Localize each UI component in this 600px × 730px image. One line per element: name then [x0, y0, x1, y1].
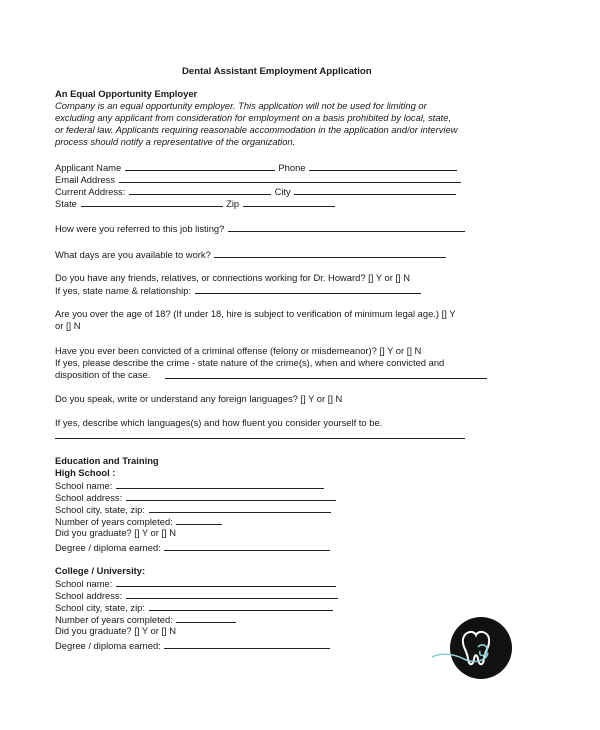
document-title: Dental Assistant Employment Application — [182, 66, 372, 77]
col-name-field[interactable] — [116, 577, 336, 587]
phone-label: Phone — [278, 162, 306, 173]
col-degree-row — [55, 639, 331, 652]
friends-question: Do you have any friends, relatives, or connections working for Dr. Howard? [] Y or [] N — [55, 272, 411, 283]
languages-question: Do you speak, write or understand any foreign languages? [] Y or [] N — [55, 393, 343, 404]
col-city-field[interactable] — [149, 601, 333, 611]
days-field[interactable] — [214, 248, 446, 258]
friends-detail-row — [55, 284, 422, 297]
hs-degree-field[interactable] — [164, 541, 330, 551]
col-degree-label: Degree / diploma earned: — [55, 640, 161, 651]
col-address-field[interactable] — [126, 589, 338, 599]
address-label: Current Address: — [55, 186, 126, 197]
hs-degree-label: Degree / diploma earned: — [55, 542, 161, 553]
applicant-name-field[interactable] — [125, 161, 275, 171]
referred-question: How were you referred to this job listing? — [55, 223, 225, 234]
convicted-line-1: Have you ever been convicted of a criminal offense (felony or misdemeanor)? [] Y or [] N — [55, 345, 422, 356]
hs-graduate: Did you graduate? [] Y or [] N — [55, 527, 177, 538]
hs-years-label: Number of years completed: — [55, 516, 173, 527]
col-city-label: School city, state, zip: — [55, 602, 145, 613]
col-name-label: School name: — [55, 578, 113, 589]
friends-detail-field[interactable] — [195, 284, 421, 294]
city-field[interactable] — [294, 185, 456, 195]
friends-detail-label: If yes, state name & relationship: — [55, 285, 192, 296]
zip-label: Zip — [226, 198, 240, 209]
referred-field[interactable] — [228, 222, 465, 232]
languages-field[interactable] — [55, 438, 465, 439]
state-field[interactable] — [81, 197, 223, 207]
days-question: What days are you available to work? — [55, 249, 211, 260]
high-school-heading: High School : — [55, 467, 116, 478]
hs-city-field[interactable] — [149, 503, 331, 513]
education-heading: Education and Training — [55, 455, 159, 466]
col-degree-field[interactable] — [164, 639, 330, 649]
tooth-icon — [430, 617, 520, 683]
hs-name-field[interactable] — [116, 479, 324, 489]
eoe-line-2: excluding any applicant from consideration for employment on a basis prohibited by local, state, — [55, 112, 452, 123]
applicant-name-label: Applicant Name — [55, 162, 122, 173]
referred-row — [55, 222, 466, 235]
col-graduate: Did you graduate? [] Y or [] N — [55, 625, 177, 636]
hs-address-field[interactable] — [126, 491, 336, 501]
convicted-line-2: If yes, please describe the crime - state nature of the crime(s), when and where convicted and — [55, 357, 445, 368]
hs-degree-row — [55, 541, 331, 554]
state-label: State — [55, 198, 77, 209]
languages-detail: If yes, describe which languages(s) and how fluent you consider yourself to be. — [55, 417, 383, 428]
state-row — [55, 197, 336, 210]
days-row — [55, 248, 447, 261]
convicted-line-3: disposition of the case. — [55, 369, 151, 380]
eoe-line-3: or federal law. Applicants requiring reasonable accommodation in the application and/or interview — [55, 124, 458, 135]
hs-city-label: School city, state, zip: — [55, 504, 145, 515]
age-question-line-1: Are you over the age of 18? (If under 18, hire is subject to verification of minimum legal age.) [] Y — [55, 308, 456, 319]
eoe-line-1: Company is an equal opportunity employer. This application will not be used for limiting or — [55, 100, 427, 111]
address-field[interactable] — [129, 185, 271, 195]
email-label: Email Address — [55, 174, 115, 185]
convicted-field[interactable] — [165, 378, 487, 379]
email-field[interactable] — [119, 173, 461, 183]
phone-field[interactable] — [309, 161, 457, 171]
hs-years-field[interactable] — [176, 515, 222, 525]
zip-field[interactable] — [243, 197, 335, 207]
age-question-line-2: or [] N — [55, 320, 81, 331]
col-address-label: School address: — [55, 590, 123, 601]
col-years-field[interactable] — [176, 613, 236, 623]
col-years-label: Number of years completed: — [55, 614, 173, 625]
eoe-line-4: process should notify a representative of the organization. — [55, 136, 296, 147]
eoe-heading: An Equal Opportunity Employer — [55, 88, 198, 99]
hs-address-label: School address: — [55, 492, 123, 503]
college-heading: College / University: — [55, 565, 146, 576]
city-label: City — [274, 186, 291, 197]
hs-name-label: School name: — [55, 480, 113, 491]
